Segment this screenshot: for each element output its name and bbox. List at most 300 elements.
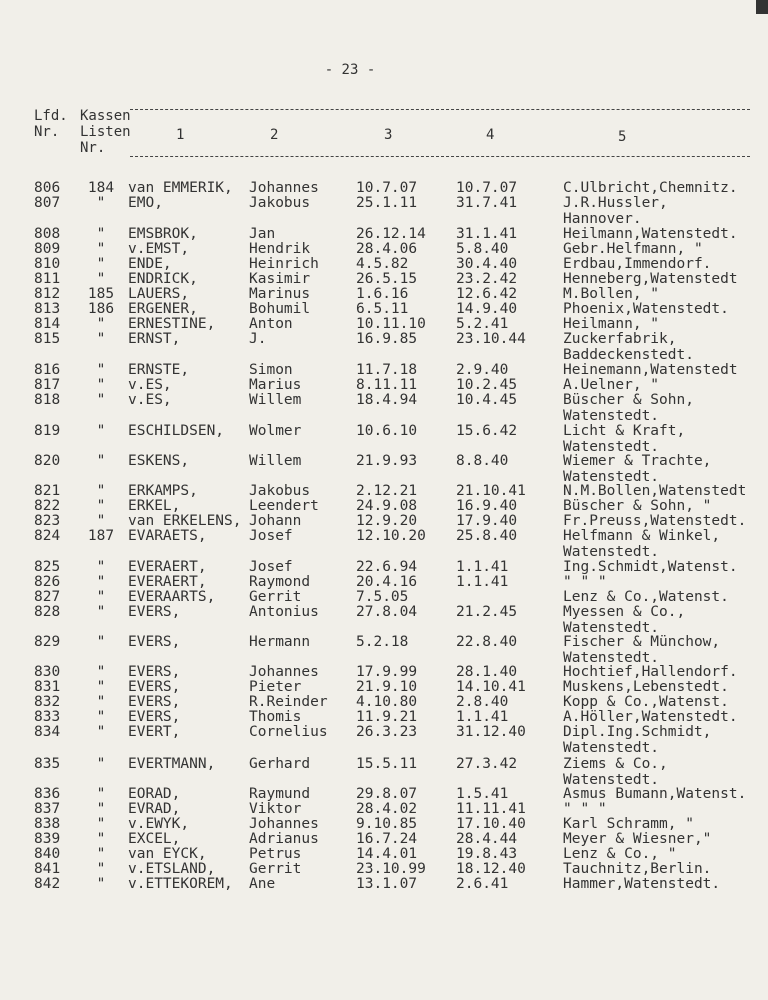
table-row (0, 846, 768, 862)
row-surname: EVERS, (128, 679, 181, 695)
row-employer: Fr.Preuss,Watenstedt. (563, 513, 747, 529)
row-surname: ERGENER, (128, 301, 198, 317)
row-employer: Hammer,Watenstedt. (563, 876, 721, 892)
row-employer: J.R.Hussler, (563, 195, 668, 211)
row-employer: " " " (563, 574, 607, 590)
row-list-number: " (96, 377, 106, 393)
row-surname: EVRAD, (128, 801, 181, 817)
row-date: 1.1.41 (456, 574, 509, 590)
row-number: 810 (34, 256, 61, 272)
table-row (0, 528, 768, 560)
row-date: 16.9.40 (456, 498, 518, 514)
row-birth-date: 4.10.80 (356, 694, 418, 710)
row-employer: Tauchnitz,Berlin. (563, 861, 712, 877)
row-employer: M.Bollen, " (563, 286, 660, 302)
row-birth-date: 26.5.15 (356, 271, 418, 287)
table-row (0, 694, 768, 710)
table-row (0, 362, 768, 378)
row-date: 28.4.44 (456, 831, 518, 847)
table-row (0, 316, 768, 332)
row-list-number: " (96, 876, 106, 892)
row-number: 806 (34, 180, 61, 196)
table-row (0, 513, 768, 529)
row-surname: ERNSTE, (128, 362, 190, 378)
row-date: 14.10.41 (456, 679, 526, 695)
row-firstname: R.Reinder (249, 694, 328, 710)
table-row (0, 498, 768, 514)
row-list-number: " (96, 392, 106, 408)
header-nr: Nr. (34, 124, 60, 140)
row-employer: Helfmann & Winkel, (563, 528, 721, 544)
row-date: 14.9.40 (456, 301, 518, 317)
row-date: 10.4.45 (456, 392, 518, 408)
table-row (0, 226, 768, 242)
table-row (0, 801, 768, 817)
row-date: 5.8.40 (456, 241, 509, 257)
table-row (0, 301, 768, 317)
row-date: 18.12.40 (456, 861, 526, 877)
row-employer-line2: Watenstedt. (563, 439, 660, 455)
row-surname: EVARAETS, (128, 528, 207, 544)
row-employer: Erdbau,Immendorf. (563, 256, 712, 272)
row-list-number: " (96, 559, 106, 575)
table-row (0, 786, 768, 802)
row-firstname: Viktor (249, 801, 302, 817)
row-birth-date: 17.9.99 (356, 664, 418, 680)
row-list-number: " (96, 362, 106, 378)
row-list-number: 184 (87, 180, 115, 196)
row-firstname: Willem (249, 453, 302, 469)
row-surname: van EMMERIK, (128, 180, 233, 196)
row-date: 15.6.42 (456, 423, 518, 439)
row-firstname: Johannes (249, 180, 319, 196)
row-surname: EVERTMANN, (128, 756, 216, 772)
row-birth-date: 21.9.93 (356, 453, 418, 469)
table-row (0, 604, 768, 636)
row-birth-date: 7.5.05 (356, 589, 409, 605)
row-date: 10.7.07 (456, 180, 518, 196)
row-number: 829 (34, 634, 61, 650)
row-date: 28.1.40 (456, 664, 518, 680)
row-surname: EVERT, (128, 724, 181, 740)
table-row (0, 679, 768, 695)
row-birth-date: 12.9.20 (356, 513, 418, 529)
row-number: 817 (34, 377, 61, 393)
row-date: 17.9.40 (456, 513, 518, 529)
row-number: 822 (34, 498, 61, 514)
row-number: 830 (34, 664, 61, 680)
table-row (0, 816, 768, 832)
row-surname: EVERAERT, (128, 574, 207, 590)
row-date: 10.2.45 (456, 377, 518, 393)
row-number: 814 (34, 316, 61, 332)
table-row (0, 331, 768, 363)
row-surname: EVERS, (128, 664, 181, 680)
row-list-number: " (96, 861, 106, 877)
row-list-number: " (96, 226, 106, 242)
row-date: 27.3.42 (456, 756, 518, 772)
row-surname: EXCEL, (128, 831, 181, 847)
row-firstname: Hendrik (249, 241, 311, 257)
row-list-number: " (96, 816, 106, 832)
row-employer-line2: Watenstedt. (563, 620, 660, 636)
row-surname: LAUERS, (128, 286, 190, 302)
row-list-number: " (96, 786, 106, 802)
row-birth-date: 16.7.24 (356, 831, 418, 847)
row-surname: ESCHILDSEN, (128, 423, 225, 439)
row-employer: Henneberg,Watenstedt (563, 271, 738, 287)
row-employer-line2: Hannover. (563, 211, 642, 227)
row-employer: Fischer & Münchow, (563, 634, 721, 650)
row-surname: ESKENS, (128, 453, 190, 469)
row-firstname: Kasimir (249, 271, 311, 287)
row-firstname: Willem (249, 392, 302, 408)
row-employer-line2: Watenstedt. (563, 469, 660, 485)
header-top-rule (130, 109, 750, 110)
row-surname: v.ES, (128, 392, 172, 408)
header-col-4: 4 (486, 127, 495, 143)
row-list-number: " (96, 574, 106, 590)
row-list-number: " (96, 453, 106, 469)
row-birth-date: 27.8.04 (356, 604, 418, 620)
row-surname: v.EMST, (128, 241, 190, 257)
row-firstname: Josef (249, 528, 293, 544)
row-birth-date: 18.4.94 (356, 392, 418, 408)
table-row (0, 709, 768, 725)
row-birth-date: 10.7.07 (356, 180, 418, 196)
row-surname: ERKAMPS, (128, 483, 198, 499)
row-list-number: " (96, 756, 106, 772)
table-row (0, 241, 768, 257)
row-date: 30.4.40 (456, 256, 518, 272)
row-employer: Büscher & Sohn, (563, 392, 694, 408)
row-number: 837 (34, 801, 61, 817)
row-date: 5.2.41 (456, 316, 509, 332)
row-birth-date: 29.8.07 (356, 786, 418, 802)
row-employer: Lenz & Co.,Watenst. (563, 589, 729, 605)
row-surname: EORAD, (128, 786, 181, 802)
row-employer: Heilmann, " (563, 316, 660, 332)
row-birth-date: 28.4.02 (356, 801, 418, 817)
row-date: 21.10.41 (456, 483, 526, 499)
row-employer: Muskens,Lebenstedt. (563, 679, 729, 695)
row-number: 827 (34, 589, 61, 605)
row-firstname: Johann (249, 513, 302, 529)
row-firstname: Josef (249, 559, 293, 575)
row-birth-date: 10.6.10 (356, 423, 418, 439)
row-employer: N.M.Bollen,Watenstedt (563, 483, 747, 499)
row-number: 809 (34, 241, 61, 257)
row-employer: " " " (563, 801, 607, 817)
header-listen-nr: Nr. (80, 140, 106, 156)
row-list-number: 185 (87, 286, 115, 302)
table-row (0, 180, 768, 196)
row-surname: ENDE, (128, 256, 172, 272)
row-firstname: Adrianus (249, 831, 319, 847)
row-date: 12.6.42 (456, 286, 518, 302)
row-list-number: 187 (87, 528, 115, 544)
row-date: 25.8.40 (456, 528, 518, 544)
row-firstname: Marius (249, 377, 302, 393)
row-surname: EMSBROK, (128, 226, 198, 242)
row-employer: Gebr.Helfmann, " (563, 241, 703, 257)
row-list-number: " (96, 513, 106, 529)
row-employer-line2: Watenstedt. (563, 740, 660, 756)
row-number: 840 (34, 846, 61, 862)
row-list-number: 186 (87, 301, 115, 317)
row-birth-date: 25.1.11 (356, 195, 418, 211)
row-employer: Karl Schramm, " (563, 816, 694, 832)
row-firstname: Jan (249, 226, 276, 242)
row-firstname: Johannes (249, 816, 319, 832)
row-date: 17.10.40 (456, 816, 526, 832)
row-employer: Büscher & Sohn, " (563, 498, 712, 514)
row-employer: Phoenix,Watenstedt. (563, 301, 729, 317)
row-date: 31.7.41 (456, 195, 518, 211)
row-list-number: " (96, 694, 106, 710)
row-surname: van EYCK, (128, 846, 207, 862)
row-date: 23.2.42 (456, 271, 518, 287)
row-surname: ERNESTINE, (128, 316, 216, 332)
row-number: 807 (34, 195, 61, 211)
row-surname: EMO, (128, 195, 163, 211)
row-date: 31.1.41 (456, 226, 518, 242)
table-row (0, 286, 768, 302)
row-surname: EVERS, (128, 709, 181, 725)
row-birth-date: 13.1.07 (356, 876, 418, 892)
row-firstname: Simon (249, 362, 293, 378)
row-list-number: " (96, 831, 106, 847)
row-birth-date: 9.10.85 (356, 816, 418, 832)
table-row (0, 574, 768, 590)
row-birth-date: 5.2.18 (356, 634, 409, 650)
header-kassen: Kassen (80, 108, 131, 124)
row-list-number: " (96, 634, 106, 650)
row-employer-line2: Watenstedt. (563, 772, 660, 788)
row-birth-date: 16.9.85 (356, 331, 418, 347)
row-employer: Zuckerfabrik, (563, 331, 677, 347)
row-firstname: Cornelius (249, 724, 328, 740)
row-surname: EVERAERT, (128, 559, 207, 575)
row-employer: Hochtief,Hallendorf. (563, 664, 738, 680)
row-number: 839 (34, 831, 61, 847)
row-number: 819 (34, 423, 61, 439)
row-firstname: Gerhard (249, 756, 311, 772)
row-date: 1.1.41 (456, 559, 509, 575)
row-birth-date: 8.11.11 (356, 377, 418, 393)
row-number: 832 (34, 694, 61, 710)
row-employer: Ing.Schmidt,Watenst. (563, 559, 738, 575)
table-row (0, 724, 768, 756)
row-list-number: " (96, 316, 106, 332)
row-birth-date: 11.9.21 (356, 709, 418, 725)
row-birth-date: 6.5.11 (356, 301, 409, 317)
table-row (0, 195, 768, 227)
row-firstname: Anton (249, 316, 293, 332)
row-list-number: " (96, 498, 106, 514)
row-birth-date: 28.4.06 (356, 241, 418, 257)
row-surname: EVERAARTS, (128, 589, 216, 605)
row-birth-date: 23.10.99 (356, 861, 426, 877)
row-number: 815 (34, 331, 61, 347)
row-surname: v.EWYK, (128, 816, 190, 832)
row-birth-date: 10.11.10 (356, 316, 426, 332)
row-number: 825 (34, 559, 61, 575)
row-birth-date: 12.10.20 (356, 528, 426, 544)
header-col-3: 3 (384, 127, 393, 143)
table-row (0, 423, 768, 455)
row-number: 838 (34, 816, 61, 832)
row-date: 23.10.44 (456, 331, 526, 347)
corner-mark (756, 0, 768, 14)
row-surname: v.ETTEKOREM, (128, 876, 233, 892)
table-row (0, 453, 768, 485)
row-number: 813 (34, 301, 61, 317)
row-birth-date: 14.4.01 (356, 846, 418, 862)
row-list-number: " (96, 331, 106, 347)
row-list-number: " (96, 483, 106, 499)
row-surname: ENDRICK, (128, 271, 198, 287)
row-list-number: " (96, 604, 106, 620)
row-list-number: " (96, 679, 106, 695)
row-number: 820 (34, 453, 61, 469)
row-employer: A.Höller,Watenstedt. (563, 709, 738, 725)
table-row (0, 256, 768, 272)
row-number: 828 (34, 604, 61, 620)
row-firstname: Gerrit (249, 589, 302, 605)
row-surname: EVERS, (128, 604, 181, 620)
row-list-number: " (96, 724, 106, 740)
row-date: 19.8.43 (456, 846, 518, 862)
row-date: 31.12.40 (456, 724, 526, 740)
page-number: - 23 - (324, 62, 376, 78)
row-firstname: Raymond (249, 574, 311, 590)
table-row (0, 831, 768, 847)
table-row (0, 861, 768, 877)
header-bottom-rule (130, 156, 750, 157)
header-col-5: 5 (618, 129, 627, 145)
row-firstname: Bohumil (249, 301, 311, 317)
table-row (0, 271, 768, 287)
row-firstname: Wolmer (249, 423, 302, 439)
row-firstname: Heinrich (249, 256, 319, 272)
row-number: 842 (34, 876, 61, 892)
row-firstname: Raymund (249, 786, 311, 802)
row-number: 826 (34, 574, 61, 590)
row-firstname: Pieter (249, 679, 302, 695)
row-number: 823 (34, 513, 61, 529)
row-number: 831 (34, 679, 61, 695)
header-col-1: 1 (176, 127, 185, 143)
row-employer-line2: Watenstedt. (563, 650, 660, 666)
row-firstname: Leendert (249, 498, 319, 514)
row-surname: van ERKELENS, (128, 513, 242, 529)
row-birth-date: 4.5.82 (356, 256, 409, 272)
row-employer: C.Ulbricht,Chemnitz. (563, 180, 738, 196)
row-surname: EVERS, (128, 634, 181, 650)
header-lfd: Lfd. (34, 108, 68, 124)
table-row (0, 634, 768, 666)
row-employer: Kopp & Co.,Watenst. (563, 694, 729, 710)
table-row (0, 664, 768, 680)
row-surname: v.ETSLAND, (128, 861, 216, 877)
row-surname: v.ES, (128, 377, 172, 393)
row-number: 836 (34, 786, 61, 802)
row-employer: Wiemer & Trachte, (563, 453, 712, 469)
row-list-number: " (96, 423, 106, 439)
row-employer-line2: Baddeckenstedt. (563, 347, 694, 363)
row-employer: Dipl.Ing.Schmidt, (563, 724, 712, 740)
row-date: 1.5.41 (456, 786, 509, 802)
row-employer: Asmus Bumann,Watenst. (563, 786, 747, 802)
row-number: 841 (34, 861, 61, 877)
table-row (0, 377, 768, 393)
row-firstname: Gerrit (249, 861, 302, 877)
row-date: 21.2.45 (456, 604, 518, 620)
table-row (0, 483, 768, 499)
row-number: 816 (34, 362, 61, 378)
row-employer: Heinemann,Watenstedt (563, 362, 738, 378)
row-list-number: " (96, 846, 106, 862)
header-col-2: 2 (270, 127, 279, 143)
row-birth-date: 2.12.21 (356, 483, 418, 499)
row-number: 821 (34, 483, 61, 499)
row-firstname: Johannes (249, 664, 319, 680)
table-row (0, 559, 768, 575)
row-firstname: Marinus (249, 286, 311, 302)
row-number: 834 (34, 724, 61, 740)
row-date: 1.1.41 (456, 709, 509, 725)
row-surname: EVERS, (128, 694, 181, 710)
row-number: 818 (34, 392, 61, 408)
header-listen: Listen (80, 124, 131, 140)
row-employer: Myessen & Co., (563, 604, 686, 620)
row-birth-date: 21.9.10 (356, 679, 418, 695)
row-number: 808 (34, 226, 61, 242)
row-birth-date: 1.6.16 (356, 286, 409, 302)
row-birth-date: 11.7.18 (356, 362, 418, 378)
row-firstname: Ane (249, 876, 276, 892)
table-row (0, 392, 768, 424)
row-birth-date: 22.6.94 (356, 559, 418, 575)
row-employer: Licht & Kraft, (563, 423, 686, 439)
row-employer: Ziems & Co., (563, 756, 668, 772)
row-employer: Heilmann,Watenstedt. (563, 226, 738, 242)
row-date: 8.8.40 (456, 453, 509, 469)
row-list-number: " (96, 271, 106, 287)
table-row (0, 589, 768, 605)
row-list-number: " (96, 709, 106, 725)
row-employer-line2: Watenstedt. (563, 544, 660, 560)
row-firstname: Antonius (249, 604, 319, 620)
row-firstname: Petrus (249, 846, 302, 862)
row-firstname: Thomis (249, 709, 302, 725)
row-employer: Meyer & Wiesner," (563, 831, 712, 847)
row-firstname: Jakobus (249, 483, 311, 499)
row-firstname: Jakobus (249, 195, 311, 211)
row-list-number: " (96, 241, 106, 257)
row-date: 2.8.40 (456, 694, 509, 710)
row-number: 833 (34, 709, 61, 725)
table-row (0, 876, 768, 892)
row-surname: ERKEL, (128, 498, 181, 514)
row-surname: ERNST, (128, 331, 181, 347)
row-list-number: " (96, 801, 106, 817)
table-row (0, 756, 768, 788)
row-number: 835 (34, 756, 61, 772)
row-date: 2.9.40 (456, 362, 509, 378)
row-firstname: Hermann (249, 634, 311, 650)
